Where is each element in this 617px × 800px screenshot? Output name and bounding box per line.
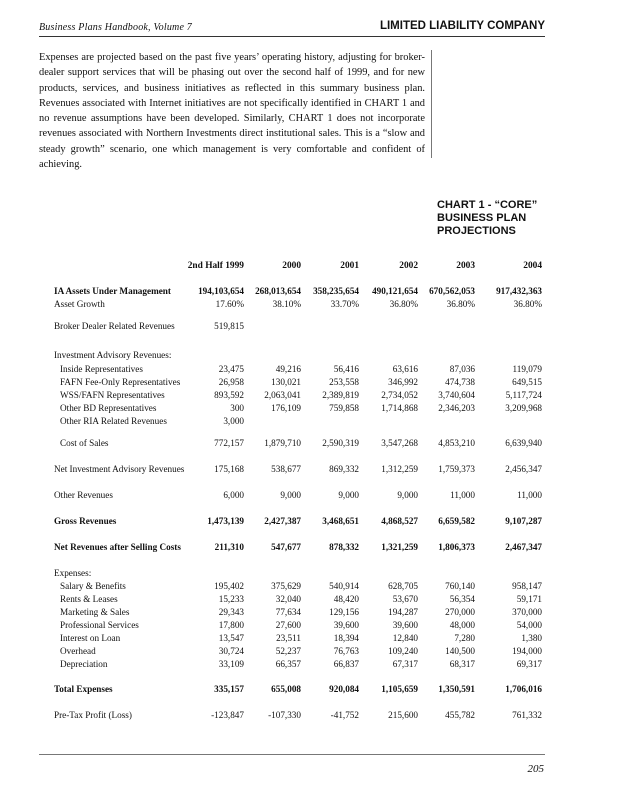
cell: 48,000 bbox=[449, 620, 475, 630]
cell: 11,000 bbox=[517, 490, 542, 500]
header-divider bbox=[39, 36, 545, 37]
table-row-inside-reps bbox=[0, 364, 617, 377]
cell: 39,600 bbox=[333, 620, 359, 630]
table-row-overhead bbox=[0, 646, 617, 659]
cell: 56,416 bbox=[333, 364, 359, 374]
cell: 4,868,527 bbox=[381, 516, 418, 526]
cell: 13,547 bbox=[218, 633, 244, 643]
column-header-2002: 2002 bbox=[399, 261, 418, 271]
cell: 9,000 bbox=[397, 490, 418, 500]
cell: 1,759,373 bbox=[438, 464, 475, 474]
row-label: Asset Growth bbox=[54, 299, 105, 309]
table-row-asset-growth bbox=[0, 299, 617, 312]
running-header-book-title: Business Plans Handbook, Volume 7 bbox=[39, 22, 192, 33]
cell: 53,670 bbox=[392, 594, 418, 604]
column-header-2000: 2000 bbox=[282, 261, 301, 271]
row-label: IA Assets Under Management bbox=[54, 286, 171, 296]
cell: 370,000 bbox=[512, 607, 542, 617]
table-row-total-expenses bbox=[0, 684, 617, 697]
cell: 140,500 bbox=[445, 646, 475, 656]
cell: 490,121,654 bbox=[372, 286, 418, 296]
cell: 69,317 bbox=[516, 659, 542, 669]
cell: -107,330 bbox=[268, 710, 301, 720]
cell: 2,346,203 bbox=[438, 403, 475, 413]
table-row-expenses-heading bbox=[0, 568, 617, 581]
chart-title-line-1: CHART 1 - “CORE” bbox=[437, 199, 538, 211]
cell: 54,000 bbox=[516, 620, 542, 630]
cell: 1,706,016 bbox=[505, 684, 542, 694]
cell: 12,840 bbox=[392, 633, 418, 643]
cell: 2,427,387 bbox=[264, 516, 301, 526]
row-label: Expenses: bbox=[54, 568, 92, 578]
cell: 48,420 bbox=[333, 594, 359, 604]
cell: 1,321,259 bbox=[381, 542, 418, 552]
row-label: Professional Services bbox=[60, 620, 139, 630]
cell: 67,317 bbox=[392, 659, 418, 669]
cell: 195,402 bbox=[214, 581, 244, 591]
cell: 3,000 bbox=[223, 416, 244, 426]
chart-title-line-3: PROJECTIONS bbox=[437, 225, 516, 237]
cell: 920,084 bbox=[329, 684, 359, 694]
cell: 869,332 bbox=[329, 464, 359, 474]
cell: 538,677 bbox=[271, 464, 301, 474]
row-label: Other RIA Related Revenues bbox=[60, 416, 167, 426]
cell: 893,592 bbox=[214, 390, 244, 400]
cell: 1,879,710 bbox=[264, 438, 301, 448]
cell: 66,837 bbox=[333, 659, 359, 669]
cell: 300 bbox=[230, 403, 244, 413]
intro-margin-bar bbox=[431, 50, 432, 158]
cell: 1,714,868 bbox=[381, 403, 418, 413]
cell: 1,105,659 bbox=[381, 684, 418, 694]
cell: 175,168 bbox=[214, 464, 244, 474]
cell: 49,216 bbox=[275, 364, 301, 374]
cell: 6,639,940 bbox=[505, 438, 542, 448]
cell: 335,157 bbox=[214, 684, 244, 694]
table-row-other-bd bbox=[0, 403, 617, 416]
cell: 455,782 bbox=[445, 710, 475, 720]
cell: 1,806,373 bbox=[438, 542, 475, 552]
cell: 2,734,052 bbox=[381, 390, 418, 400]
cell: 6,000 bbox=[223, 490, 244, 500]
cell: 194,000 bbox=[512, 646, 542, 656]
row-label: Interest on Loan bbox=[60, 633, 121, 643]
cell: 917,432,363 bbox=[496, 286, 542, 296]
cell: 215,600 bbox=[388, 710, 418, 720]
table-row-ia-assets bbox=[0, 286, 617, 299]
cell: 87,036 bbox=[449, 364, 475, 374]
cell: 649,515 bbox=[512, 377, 542, 387]
cell: 1,350,591 bbox=[438, 684, 475, 694]
cell: 15,233 bbox=[218, 594, 244, 604]
table-row-cost-of-sales bbox=[0, 438, 617, 451]
cell: 36.80% bbox=[446, 299, 475, 309]
row-label: Net Revenues after Selling Costs bbox=[54, 542, 181, 552]
cell: 358,235,654 bbox=[313, 286, 359, 296]
cell: 547,677 bbox=[271, 542, 301, 552]
chart-title-line-2: BUSINESS PLAN bbox=[437, 212, 527, 224]
row-label: Pre-Tax Profit (Loss) bbox=[54, 710, 132, 720]
row-label: Gross Revenues bbox=[54, 516, 117, 526]
cell: 38.10% bbox=[272, 299, 301, 309]
cell: 76,763 bbox=[333, 646, 359, 656]
row-label: WSS/FAFN Representatives bbox=[60, 390, 165, 400]
table-row-other-ria bbox=[0, 416, 617, 429]
table-row-ia-revenues-heading bbox=[0, 350, 617, 363]
cell: 211,310 bbox=[214, 542, 244, 552]
column-header-2004: 2004 bbox=[523, 261, 542, 271]
row-label: Overhead bbox=[60, 646, 96, 656]
row-label: Broker Dealer Related Revenues bbox=[54, 321, 175, 331]
cell: 39,600 bbox=[392, 620, 418, 630]
cell: 760,140 bbox=[445, 581, 475, 591]
cell: 66,357 bbox=[275, 659, 301, 669]
cell: 1,312,259 bbox=[381, 464, 418, 474]
row-label: Total Expenses bbox=[54, 684, 113, 694]
cell: 5,117,724 bbox=[505, 390, 542, 400]
cell: 77,634 bbox=[275, 607, 301, 617]
table-row-interest-on-loan bbox=[0, 633, 617, 646]
cell: 6,659,582 bbox=[438, 516, 475, 526]
cell: 519,815 bbox=[214, 321, 244, 331]
row-label: Inside Representatives bbox=[60, 364, 143, 374]
table-row-broker-dealer bbox=[0, 321, 617, 334]
cell: 878,332 bbox=[329, 542, 359, 552]
cell: 670,562,053 bbox=[429, 286, 475, 296]
cell: 3,740,604 bbox=[438, 390, 475, 400]
column-header-2003: 2003 bbox=[456, 261, 475, 271]
cell: 56,354 bbox=[449, 594, 475, 604]
row-label: Other Revenues bbox=[54, 490, 113, 500]
row-label: Rents & Leases bbox=[60, 594, 118, 604]
cell: 119,079 bbox=[512, 364, 542, 374]
cell: 26,958 bbox=[218, 377, 244, 387]
intro-paragraph: Expenses are projected based on the past five years’ operating history, adjusting for broker-dealer support services that will be phasing out over the second half of 1999, and for new products, services, and business initiatives as reflected in this summary business plan. Revenues associated with Internet initiatives are not specifically identified in CHART 1 and no revenue assumptions have been developed. Similarly, CHART 1 does not incorporate revenues associated with Northern Investments direct institutional sales. This is a “slow and steady growth” scenario, one which management is very comfortable and confident of achieving. bbox=[39, 52, 425, 171]
cell: 2,467,347 bbox=[505, 542, 542, 552]
cell: 59,171 bbox=[516, 594, 542, 604]
cell: 3,209,968 bbox=[505, 403, 542, 413]
cell: 32,040 bbox=[275, 594, 301, 604]
cell: 9,000 bbox=[280, 490, 301, 500]
cell: 2,063,041 bbox=[264, 390, 301, 400]
table-row-depreciation bbox=[0, 659, 617, 672]
cell: 655,008 bbox=[271, 684, 301, 694]
cell: -41,752 bbox=[330, 710, 359, 720]
row-label: Marketing & Sales bbox=[60, 607, 130, 617]
cell: 958,147 bbox=[512, 581, 542, 591]
row-label: Other BD Representatives bbox=[60, 403, 157, 413]
cell: 2,590,319 bbox=[322, 438, 359, 448]
cell: 36.80% bbox=[513, 299, 542, 309]
table-row-wss-fafn bbox=[0, 390, 617, 403]
cell: -123,847 bbox=[211, 710, 244, 720]
cell: 194,103,654 bbox=[198, 286, 244, 296]
cell: 761,332 bbox=[512, 710, 542, 720]
cell: 2,456,347 bbox=[505, 464, 542, 474]
column-header-2001: 2001 bbox=[340, 261, 359, 271]
cell: 176,109 bbox=[271, 403, 301, 413]
table-row-other-revenues bbox=[0, 490, 617, 503]
cell: 759,858 bbox=[329, 403, 359, 413]
cell: 29,343 bbox=[218, 607, 244, 617]
row-label: Salary & Benefits bbox=[60, 581, 126, 591]
cell: 68,317 bbox=[449, 659, 475, 669]
cell: 18,394 bbox=[333, 633, 359, 643]
cell: 30,724 bbox=[218, 646, 244, 656]
cell: 628,705 bbox=[388, 581, 418, 591]
cell: 109,240 bbox=[388, 646, 418, 656]
cell: 9,107,287 bbox=[505, 516, 542, 526]
row-label: Investment Advisory Revenues: bbox=[54, 350, 172, 360]
cell: 23,511 bbox=[276, 633, 301, 643]
cell: 23,475 bbox=[218, 364, 244, 374]
cell: 36.80% bbox=[389, 299, 418, 309]
cell: 346,992 bbox=[388, 377, 418, 387]
table-row-net-revenues-after-selling bbox=[0, 542, 617, 555]
cell: 375,629 bbox=[271, 581, 301, 591]
cell: 33.70% bbox=[330, 299, 359, 309]
cell: 63,616 bbox=[392, 364, 418, 374]
cell: 4,853,210 bbox=[438, 438, 475, 448]
cell: 7,280 bbox=[454, 633, 475, 643]
cell: 11,000 bbox=[450, 490, 475, 500]
column-header-2nd-half-1999: 2nd Half 1999 bbox=[187, 261, 244, 271]
table-row-pre-tax-profit bbox=[0, 710, 617, 723]
row-label: Depreciation bbox=[60, 659, 108, 669]
cell: 1,473,139 bbox=[207, 516, 244, 526]
cell: 52,237 bbox=[275, 646, 301, 656]
cell: 33,109 bbox=[218, 659, 244, 669]
cell: 540,914 bbox=[329, 581, 359, 591]
cell: 772,157 bbox=[214, 438, 244, 448]
table-row-salary-benefits bbox=[0, 581, 617, 594]
cell: 129,156 bbox=[329, 607, 359, 617]
table-row-marketing-sales bbox=[0, 607, 617, 620]
chart-title bbox=[437, 199, 547, 238]
table-row-fafn-fee-only bbox=[0, 377, 617, 390]
table-row-professional-services bbox=[0, 620, 617, 633]
table-row-rents-leases bbox=[0, 594, 617, 607]
cell: 130,021 bbox=[271, 377, 301, 387]
table-row-net-ia-revenues bbox=[0, 464, 617, 477]
row-label: Net Investment Advisory Revenues bbox=[54, 464, 185, 474]
cell: 9,000 bbox=[338, 490, 359, 500]
cell: 2,389,819 bbox=[322, 390, 359, 400]
row-label: FAFN Fee-Only Representatives bbox=[60, 377, 181, 387]
cell: 194,287 bbox=[388, 607, 418, 617]
table-row-gross-revenues bbox=[0, 516, 617, 529]
running-header-section-title: LIMITED LIABILITY COMPANY bbox=[379, 20, 545, 32]
cell: 1,380 bbox=[521, 633, 542, 643]
cell: 17,800 bbox=[218, 620, 244, 630]
cell: 3,547,268 bbox=[381, 438, 418, 448]
cell: 268,013,654 bbox=[255, 286, 301, 296]
page-number: 205 bbox=[527, 763, 544, 775]
footer-divider bbox=[39, 754, 545, 755]
cell: 17.60% bbox=[215, 299, 244, 309]
cell: 474,738 bbox=[445, 377, 475, 387]
cell: 253,558 bbox=[329, 377, 359, 387]
cell: 270,000 bbox=[445, 607, 475, 617]
cell: 27,600 bbox=[275, 620, 301, 630]
row-label: Cost of Sales bbox=[60, 438, 109, 448]
cell: 3,468,651 bbox=[322, 516, 359, 526]
